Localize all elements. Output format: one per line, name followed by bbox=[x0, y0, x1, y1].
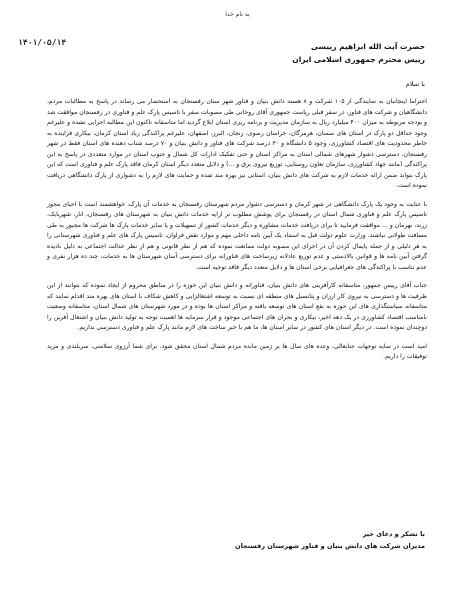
body-paragraph: با عنایت به وجود یک پارک دانشگاهی در شهر کرمان و دسترسی دشوار مردم شهرستان رفسنجان به خدمات آن پارک، خواهشمند است با احیای مجوز تاسیس پارک علم و فناوری شمال استان در رفسنجان برای پوشش مطلوب تر ارایه خدمات دانش بنیان به شهرستان های رفسنجان، انار، شهربابک، زرند، بهرمان و ... موافقت فرمایید تا برای دریافت خدمات مشاوره و دیگر خدمات کشور از تسهیلات و یا سایر خدمات پارک ها شرکت ها مجبور به طی مسافت طولانی نباشند. وزارت علوم دولت قبل به استناد یک آیین نامه داخلی مهم و موارد نقض فراوان، تاسیس پارک های علم و فناوری شهرستانی را به هر دلیلی و از جمله پایمال کردن آن در اجرای این مصوبه دولت ممانعت نموده که هم از نظر قانونی و هم از نظر عدالت اجتماعی به دلیل نادیده گرفتن آیین نامه ها و قوانین بالادستی و عدم توزیع عادلانه زیرساخت های فناورانه برای دسترسی آسان شهرستان ها به خدمات، چند ده هزار نفری و عدم تناسب با پراکندگی های جغرافیایی برخی استان ها و دلایل متعدد دیگر فاقد توجیه است. bbox=[47, 200, 427, 271]
signatory: مدیران شرکت های دانش بنیان و فناور شهرستان رفسنجان bbox=[235, 542, 425, 550]
basmala-heading: به نام خدا bbox=[225, 11, 250, 18]
body-paragraph: جناب آقای رییس جمهور، متاسفانه کارآفرینی های دانش بنیان، فناورانه و دانش بنیان این حوزه را در مناطق محروم از ایجاد نموده که بتوانند از این ظرفیت ها و دسترسی به نیروی کار ارزان و پتانسیل های منطقه ای نسبت به توسعه اشتغالزایی و کاهش شکاف با استان های بهره مند اقدام نمایند که متاسفانه سیاستگذاری های این حوزه به نفع استان های توسعه یافته و مراکز استان ها بوده و در مورد شهرستان های شمال استان، متاسفانه وضعیت نامناسب اقتصاد کشاورزی در یک دهه اخیر، بیکاری و بحران های اجتماعی موجود و فرار سرمایه ها اهمیت توجه به تولید دانش بنیان و اشتغال آفرین را دوچندان نموده است. در دیگر استان های کشور در سایر استان ها، ما هم با خبر ساخت های لازم مانند پارک علم و فناوری دسترسی نداریم. bbox=[47, 282, 427, 331]
salutation: با سلام bbox=[405, 80, 425, 88]
letter-date: ۱۴۰۱/۰۵/۱۴ bbox=[18, 38, 67, 47]
recipient-block bbox=[205, 40, 425, 66]
recipient-title: رییس محترم جمهوری اسلامی ایران bbox=[292, 55, 425, 64]
recipient-name: حضرت آیت الله ابراهیم رییسی bbox=[311, 42, 425, 51]
letter-body bbox=[47, 97, 427, 371]
body-paragraph: احتراما اینجانبان به نمایندگی از ۱۰۵ شرکت و ۸ هسته دانش بنیان و فناور شهر ستان رفسنجان به استحضار می رساند در پاسخ به مطالبات مردم، دانشگاهیان و شرکت های فناور، در سفر قبلی ریاست جمهوری آقای روحانی طی مصوبات سفر با تاسیس پارک علم و فناوری در رفسنجان موافقت شد و بودجه مربوطه به میزان ۴۰۰ میلیارد ریال به سازمان مدیریت و برنامه ریزی استان ابلاغ گردید اما متاسفانه تاکنون این مطالبه اجرایی نشده و علیرغم وجود حداقل دو پارک در استان های سمنان، هرمزگان، خراسان رضوی، زنجان، البرز، اصفهان، علیرغم پراکندگی زیاد استان کرمان، بیکاری فزاینده به خاطر محدودیت های اقتصاد کشاورزی، وجود ۵ دانشگاه و ۳۰ درصد شرکت های فناور و دانش بنیان و ۷۰ درصد شتاب دهنده های استان فقط در شهر رفسنجان، دسترسی دشوار شهرهای شمالی استان به مراکز استان و حتی تفکیک ادارات کل شمال و جنوب استان در موارد متعددی در پاسخ به این پراکندگی (مانند جهاد کشاورزی، سازمان تعاون روستایی، توزیع نیروی برق و ...) و دلایل متعدد دیگر استان کرمان فاقد پارک علم و فناوری است که این پارک بتواند ضمن ارائه خدمات لازم به شرکت های دانش بنیان، استانی نیز بهره مند شده و حمایت های لازم را به دشواری از پارک دانشگاهی دریافت نموده است. bbox=[47, 98, 427, 189]
closing-block bbox=[175, 528, 425, 552]
body-paragraph: امید است در سایه توجهات جنابعالی، وعده های سال ها بر زمین مانده مردم شمال استان محقق شود. برای شما آرزوی سلامتی، سربلندی و مزید توفیقات را داریم. bbox=[47, 342, 427, 360]
closing-greeting: با تشکر و دعای خیر bbox=[362, 530, 425, 538]
